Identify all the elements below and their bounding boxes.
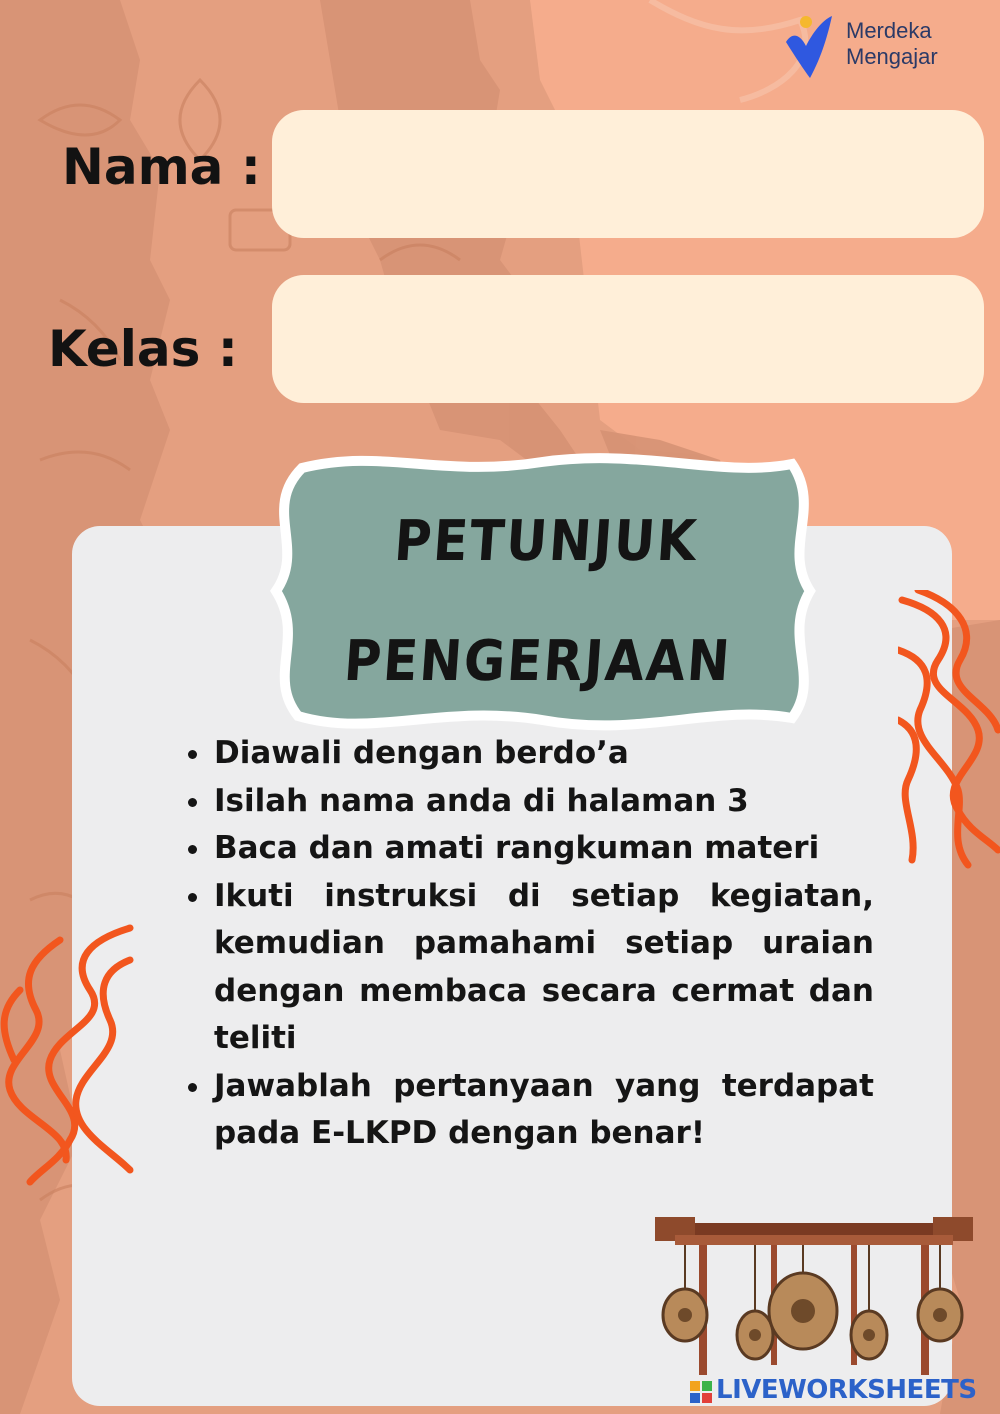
instruction-title-line-1: PETUNJUK — [392, 509, 701, 574]
merdeka-mengajar-logo-icon — [782, 12, 840, 82]
name-field[interactable] — [272, 110, 984, 238]
left-wave-decoration — [0, 920, 135, 1190]
logo-line-1: Merdeka — [846, 18, 932, 43]
list-item: Ikuti instruksi di setiap kegiatan, kemudian pamahami setiap uraian dengan membaca secara cermat dan teliti — [182, 873, 874, 1063]
merdeka-mengajar-logo — [782, 12, 982, 82]
class-field[interactable] — [272, 275, 984, 403]
list-item: Diawali dengan berdo’a — [182, 730, 874, 778]
list-item: Jawablah pertanyaan yang terdapat pada E-LKPD dengan benar! — [182, 1063, 874, 1158]
instruction-title-line-2: PENGERJAAN — [342, 629, 734, 694]
liveworksheets-icon — [690, 1381, 712, 1403]
list-item: Baca dan amati rangkuman materi — [182, 825, 874, 873]
liveworksheets-watermark — [690, 1375, 990, 1409]
logo-text — [846, 18, 938, 70]
gamelan-gong-illustration — [655, 1215, 973, 1375]
right-wave-decoration — [898, 590, 1000, 870]
watermark-text: LIVEWORKSHEETS — [716, 1375, 977, 1405]
class-label: Kelas : — [48, 320, 238, 378]
instruction-title — [254, 482, 831, 722]
name-label: Nama : — [62, 138, 261, 196]
logo-line-2: Mengajar — [846, 44, 938, 69]
instruction-list — [182, 730, 874, 1158]
list-item: Isilah nama anda di halaman 3 — [182, 778, 874, 826]
